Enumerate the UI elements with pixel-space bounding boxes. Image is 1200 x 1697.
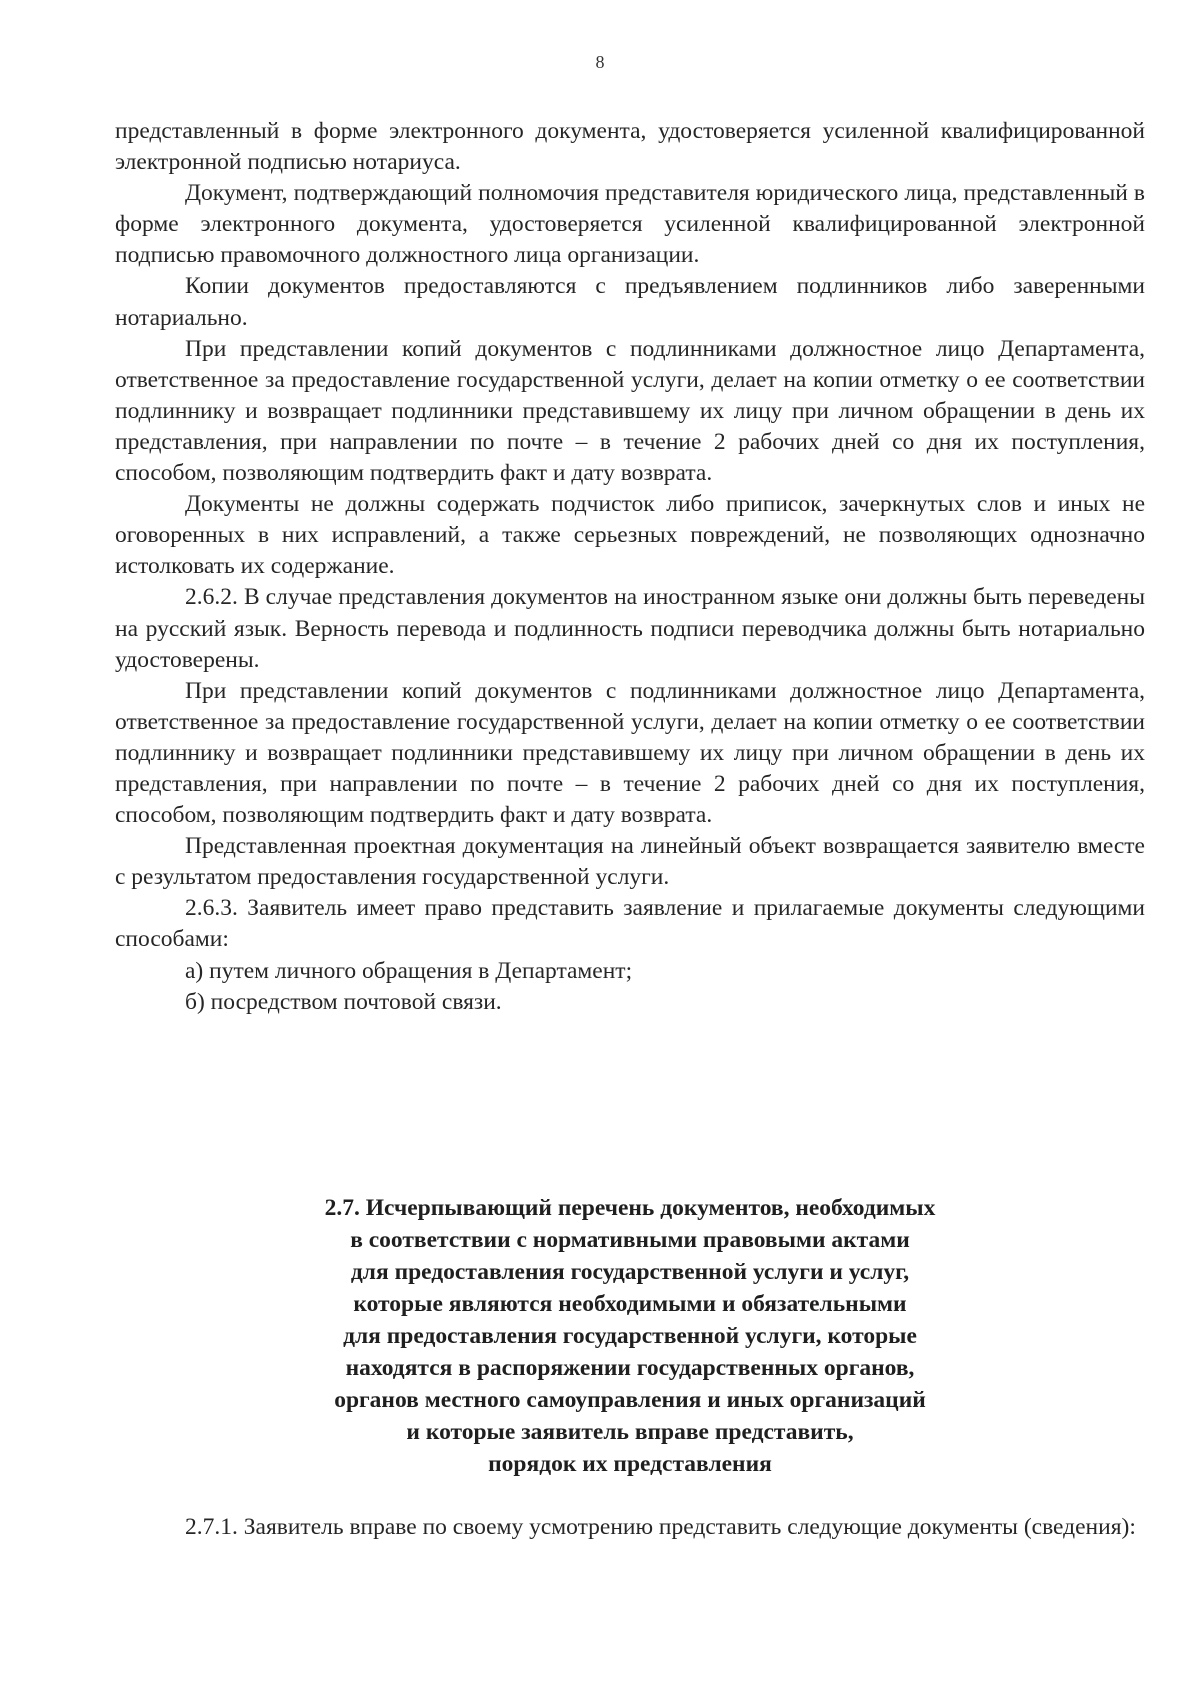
page-number: 8	[595, 52, 605, 72]
heading-line: порядок их представления	[488, 1451, 772, 1477]
section-heading-2-7	[200, 1192, 1060, 1480]
heading-line: для предоставления государственной услуги, которые	[343, 1323, 917, 1349]
heading-line: находятся в распоряжении государственных органов,	[345, 1355, 915, 1381]
heading-line: 2.7. Исчерпывающий перечень документов, необходимых	[324, 1195, 936, 1221]
heading-line: в соответствии с нормативными правовыми актами	[350, 1227, 910, 1253]
paragraph-2-7-1: 2.7.1. Заявитель вправе по своему усмотрению представить следующие документы (сведения):	[185, 1514, 1136, 1540]
paragraph-2-6-2: 2.6.2. В случае представления документов на иностранном языке они должны быть переведены на русский язык. Верность перевода и подлинность подписи переводчика должны быть нотариально удостоверены.	[115, 584, 1145, 673]
paragraph-2-6-3: 2.6.3. Заявитель имеет право представить заявление и прилагаемые документы следующими способами:	[115, 895, 1145, 953]
paragraph-copies: Копии документов предоставляются с предъявлением подлинников либо заверенными нотариально.	[115, 273, 1145, 331]
body-text	[115, 116, 1145, 1018]
paragraph-copies-return: При представлении копий документов с подлинниками должностное лицо Департамента, ответственное за предоставление государственной услуги, делает на копии отметку о ее соответствии подлиннику и возвращает подлинники представившему их лицу при личном обращении в день их представления, при направлении по почте – в течение 2 рабочих дней со дня их поступления, способом, позволяющим подтвердить факт и дату возврата.	[115, 335, 1145, 487]
list-item-b: б) посредством почтовой связи.	[185, 988, 502, 1015]
section-2-7-body	[115, 1512, 1145, 1543]
paragraph-representative-document: Документ, подтверждающий полномочия представителя юридического лица, представленный в форме электронного документа, удостоверяется усиленной квалифицированной электронной подписью правомочного должностного лица организации.	[115, 180, 1145, 269]
paragraph-continuation: представленный в форме электронного документа, удостоверяется усиленной квалифицированной электронной подписью нотариуса.	[115, 118, 1145, 176]
heading-line: для предоставления государственной услуги и услуг,	[350, 1259, 910, 1285]
heading-line: органов местного самоуправления и иных организаций	[334, 1387, 926, 1413]
list-item-a: а) путем личного обращения в Департамент;	[185, 957, 633, 984]
paragraph-no-corrections: Документы не должны содержать подчисток либо приписок, зачеркнутых слов и иных не оговоренных в них исправлений, а также серьезных повреждений, не позволяющих однозначно истолковать их содержание.	[115, 491, 1145, 580]
paragraph-copies-return-repeat: При представлении копий документов с подлинниками должностное лицо Департамента, ответственное за предоставление государственной услуги, делает на копии отметку о ее соответствии подлиннику и возвращает подлинники представившему их лицу при личном обращении в день их представления, при направлении по почте – в течение 2 рабочих дней со дня их поступления, способом, позволяющим подтвердить факт и дату возврата.	[115, 677, 1145, 829]
heading-line: и которые заявитель вправе представить,	[406, 1419, 854, 1445]
paragraph-project-documentation: Представленная проектная документация на линейный объект возвращается заявителю вместе с результатом предоставления государственной услуги.	[115, 833, 1145, 891]
heading-line: которые являются необходимыми и обязательными	[353, 1291, 907, 1317]
